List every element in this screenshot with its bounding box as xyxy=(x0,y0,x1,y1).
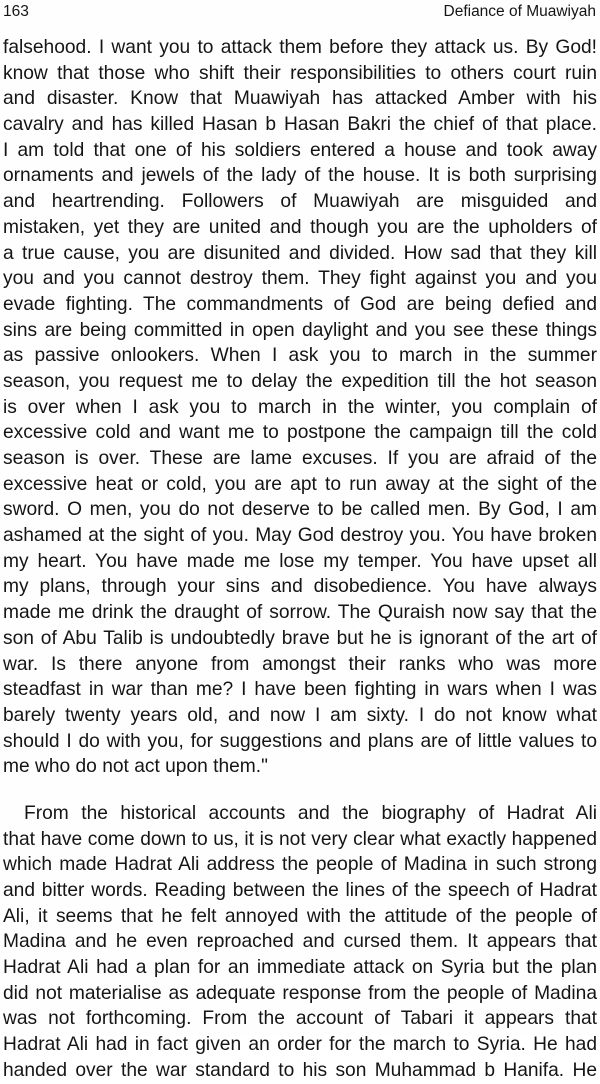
text-line: barely twenty years old, and now I am sixty. I do not know what xyxy=(3,704,597,726)
text-line: did not materialise as adequate response from the people of Madina xyxy=(3,982,597,1004)
text-line: made me drink the draught of sorrow. The Quraish now say that the xyxy=(3,602,597,624)
text-line: season is over. These are lame excuses. If you are afraid of the xyxy=(3,448,597,469)
text-line: and bitter words. Reading between the lines of the speech of Hadrat xyxy=(3,880,597,901)
text-line: From the historical accounts and the biography of Hadrat Ali xyxy=(24,802,597,824)
text-line: ashamed at the sight of you. May God destroy you. You have broken xyxy=(3,525,597,547)
text-line: know that those who shift their responsibilities to others court ruin xyxy=(3,62,597,84)
text-line: season, you request me to delay the expedition till the hot season xyxy=(3,370,597,392)
text-line: Hadrat Ali had in fact given an order for the march to Syria. He had xyxy=(3,1034,597,1056)
text-line: falsehood. I want you to attack them before they attack us. By God! xyxy=(3,37,597,58)
text-line: war. Is there anyone from amongst their ranks who was more xyxy=(3,653,597,675)
text-line: handed over the war standard to his son Muhammad b Hanifa. He xyxy=(3,1059,597,1081)
body-text xyxy=(3,35,597,1084)
text-line: you and you cannot destroy them. They fight against you and you xyxy=(3,268,597,290)
running-title: Defiance of Muawiyah xyxy=(443,3,596,20)
text-line: cavalry and has killed Hasan b Hasan Bakri the chief of that place. xyxy=(3,114,597,136)
text-line: and disaster. Know that Muawiyah has attacked Amber with his xyxy=(3,88,597,110)
text-line: Hadrat Ali had a plan for an immediate attack on Syria but the plan xyxy=(3,957,597,979)
text-line: Madina and he even reproached and cursed them. It appears that xyxy=(3,931,597,953)
text-line: and heartrending. Followers of Muawiyah are misguided and xyxy=(3,191,597,213)
text-line: me who do not act upon them." xyxy=(3,756,268,778)
text-line: I am told that one of his soldiers entered a house and took away xyxy=(3,139,597,161)
text-line: mistaken, yet they are united and though you are the upholders of xyxy=(3,216,597,238)
page-number: 163 xyxy=(3,3,29,20)
text-line: Ali, it seems that he felt annoyed with the attitude of the people of xyxy=(3,905,597,927)
text-line: ornaments and jewels of the lady of the house. It is both surprising xyxy=(3,165,597,187)
text-line: excessive cold and want me to postpone the campaign till the cold xyxy=(3,422,597,444)
text-line: which made Hadrat Ali address the people of Madina in such strong xyxy=(3,854,597,876)
text-line: sword. O men, you do not deserve to be called men. By God, I am xyxy=(3,499,597,521)
text-line: sins are being committed in open daylight and you see these things xyxy=(3,319,597,341)
paragraph-2 xyxy=(3,801,597,1084)
text-line: was not forthcoming. From the account of Tabari it appears that xyxy=(3,1008,597,1030)
page-header xyxy=(3,0,596,24)
text-line: steadfast in war than me? I have been fighting in wars when I was xyxy=(3,679,597,701)
text-line: evade fighting. The commandments of God are being defied and xyxy=(3,293,597,315)
text-line: should I do with you, for suggestions and plans are of little values to xyxy=(3,730,597,752)
paragraph-1 xyxy=(3,35,597,780)
text-line: my heart. You have made me lose my temper. You have upset all xyxy=(3,550,597,572)
text-line: son of Abu Talib is undoubtedly brave but he is ignorant of the art of xyxy=(3,627,597,649)
text-line: excessive heat or cold, you are apt to run away at the sight of the xyxy=(3,473,597,495)
paragraph-spacer xyxy=(3,780,597,801)
text-line: that have come down to us, it is not very clear what exactly happened xyxy=(3,828,597,850)
text-line: my plans, through your sins and disobedience. You have always xyxy=(3,576,597,598)
text-line: a true cause, you are disunited and divided. How sad that they kill xyxy=(3,242,597,264)
text-line: as passive onlookers. When I ask you to march in the summer xyxy=(3,345,597,367)
text-line: is over when I ask you to march in the winter, you complain of xyxy=(3,396,597,418)
